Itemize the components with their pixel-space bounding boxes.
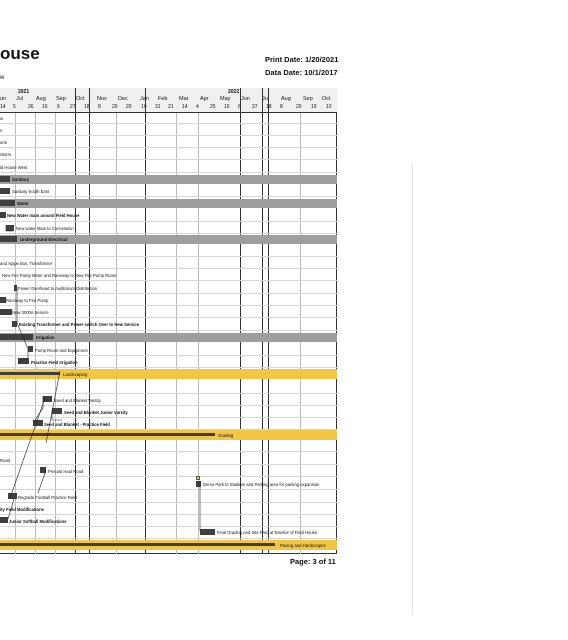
- day-label: 26: [28, 104, 34, 110]
- month-label: Mar: [179, 96, 189, 102]
- task-label: Final Grading and Site Prep at Exterior of Field House: [217, 530, 318, 535]
- task-label: w: [0, 116, 4, 121]
- section-label: Paving and Hardscapes: [280, 543, 326, 548]
- day-label: 27: [252, 104, 258, 110]
- dependency-lines: [0, 113, 337, 554]
- page-edge: [412, 165, 413, 615]
- task-label: ity Field Modifications: [0, 507, 44, 512]
- section-label: Underground Electrical: [20, 237, 68, 242]
- task-label: ld House West: [0, 165, 28, 170]
- dependency-link: [18, 349, 28, 363]
- task-label: Existing Transformer and Power switch Over to New Service: [19, 322, 140, 327]
- year-label: 2021: [18, 89, 30, 95]
- task-label: and Xpipe Bus, Transformer: [0, 261, 53, 266]
- dependency-link: [10, 398, 45, 498]
- task-label: Demo Park to Stadium and Parking area for parking expansion: [203, 482, 320, 487]
- day-label: 14: [0, 104, 6, 110]
- year-label: 2022: [228, 89, 240, 95]
- month-label: Sep: [303, 96, 313, 102]
- month-label: May: [220, 96, 231, 102]
- task-label: Seed and Blanket - Practice Field: [44, 422, 110, 427]
- day-label: 4: [196, 104, 199, 110]
- task-label: Practice Field Irrigation: [31, 360, 78, 365]
- task-label: Power Overhead to Auditorium Distribution: [18, 286, 98, 291]
- day-label: 16: [42, 104, 48, 110]
- dependency-link: [52, 410, 62, 420]
- month-label: Apr: [200, 96, 209, 102]
- task-label: Storm: [0, 152, 12, 157]
- month-label: Jul: [16, 96, 24, 102]
- day-label: 29: [296, 104, 302, 110]
- dependency-link: [17, 287, 28, 349]
- section-label: Water: [17, 201, 29, 206]
- month-label: Nov: [97, 96, 107, 102]
- task-label: Raceway to Fire Pump: [6, 298, 49, 303]
- timeline-header: [0, 88, 337, 113]
- task-label: Seed and Blanket Varsity: [54, 398, 101, 403]
- day-label: 8: [280, 104, 283, 110]
- data-date: Data Date: 10/1/2017: [265, 68, 338, 77]
- task-label: Regrade Football Practice Field: [18, 495, 77, 500]
- section-label: Landscaping: [63, 372, 88, 377]
- dependency-link: [6, 225, 13, 231]
- task-label: Junior Softball Modifications: [9, 519, 67, 524]
- task-label: New Fire Pump Meter and Raceway to New Fire Pump Room: [2, 273, 117, 278]
- day-label: 14: [182, 104, 188, 110]
- task-label: New water Main to Concession: [16, 226, 74, 231]
- task-label: New 3000A Service: [12, 310, 49, 315]
- day-label: 29: [112, 104, 118, 110]
- day-label: 6: [57, 104, 60, 110]
- dependency-link: [8, 499, 14, 519]
- month-label: Aug: [36, 96, 46, 102]
- dependency-link: [46, 371, 60, 443]
- day-label: 16: [224, 104, 230, 110]
- section-label: Grading: [218, 433, 234, 438]
- day-label: 5: [13, 104, 16, 110]
- month-label: Aug: [281, 96, 291, 102]
- dependency-link: [33, 396, 43, 423]
- day-label: 31: [155, 104, 161, 110]
- day-label: 21: [168, 104, 174, 110]
- month-label: Feb: [158, 96, 168, 102]
- print-date: Print Date: 1/20/2021: [265, 55, 339, 64]
- month-label: un: [0, 96, 7, 102]
- task-label: Seed and Blanket Junior Varsity: [64, 410, 128, 415]
- month-label: Oct: [76, 96, 85, 102]
- page-number: Page: 3 of 11: [290, 557, 336, 566]
- day-label: 6: [238, 104, 241, 110]
- section-label: Irrigation: [36, 335, 55, 340]
- month-label: Jan: [140, 96, 149, 102]
- day-label: 8: [98, 104, 101, 110]
- task-label: Pump Room and Equipment: [35, 348, 88, 353]
- task-label: n: [0, 128, 3, 133]
- month-label: Oct: [322, 96, 331, 102]
- month-label: Jul: [262, 96, 270, 102]
- task-label: New Water main around Field House: [7, 213, 80, 218]
- day-label: 18: [84, 104, 90, 110]
- page-title: ouse: [0, 44, 40, 63]
- page-subtitle: w: [0, 75, 5, 81]
- month-label: Jun: [241, 96, 250, 102]
- day-label: 10: [141, 104, 147, 110]
- month-label: Dec: [118, 96, 128, 102]
- day-label: 25: [210, 104, 216, 110]
- day-label: 20: [126, 104, 132, 110]
- day-label: 19: [311, 104, 317, 110]
- task-label: Precast Haul Road: [48, 469, 84, 474]
- section-label: Sanitary: [12, 177, 29, 182]
- task-label: orm: [0, 140, 8, 145]
- dependency-link: [38, 470, 46, 493]
- month-label: Sep: [56, 96, 66, 102]
- day-label: 10: [326, 104, 332, 110]
- task-label: Sanitary South East: [12, 189, 50, 194]
- task-label: Road: [0, 458, 11, 463]
- day-label: 18: [266, 104, 272, 110]
- day-label: 27: [70, 104, 76, 110]
